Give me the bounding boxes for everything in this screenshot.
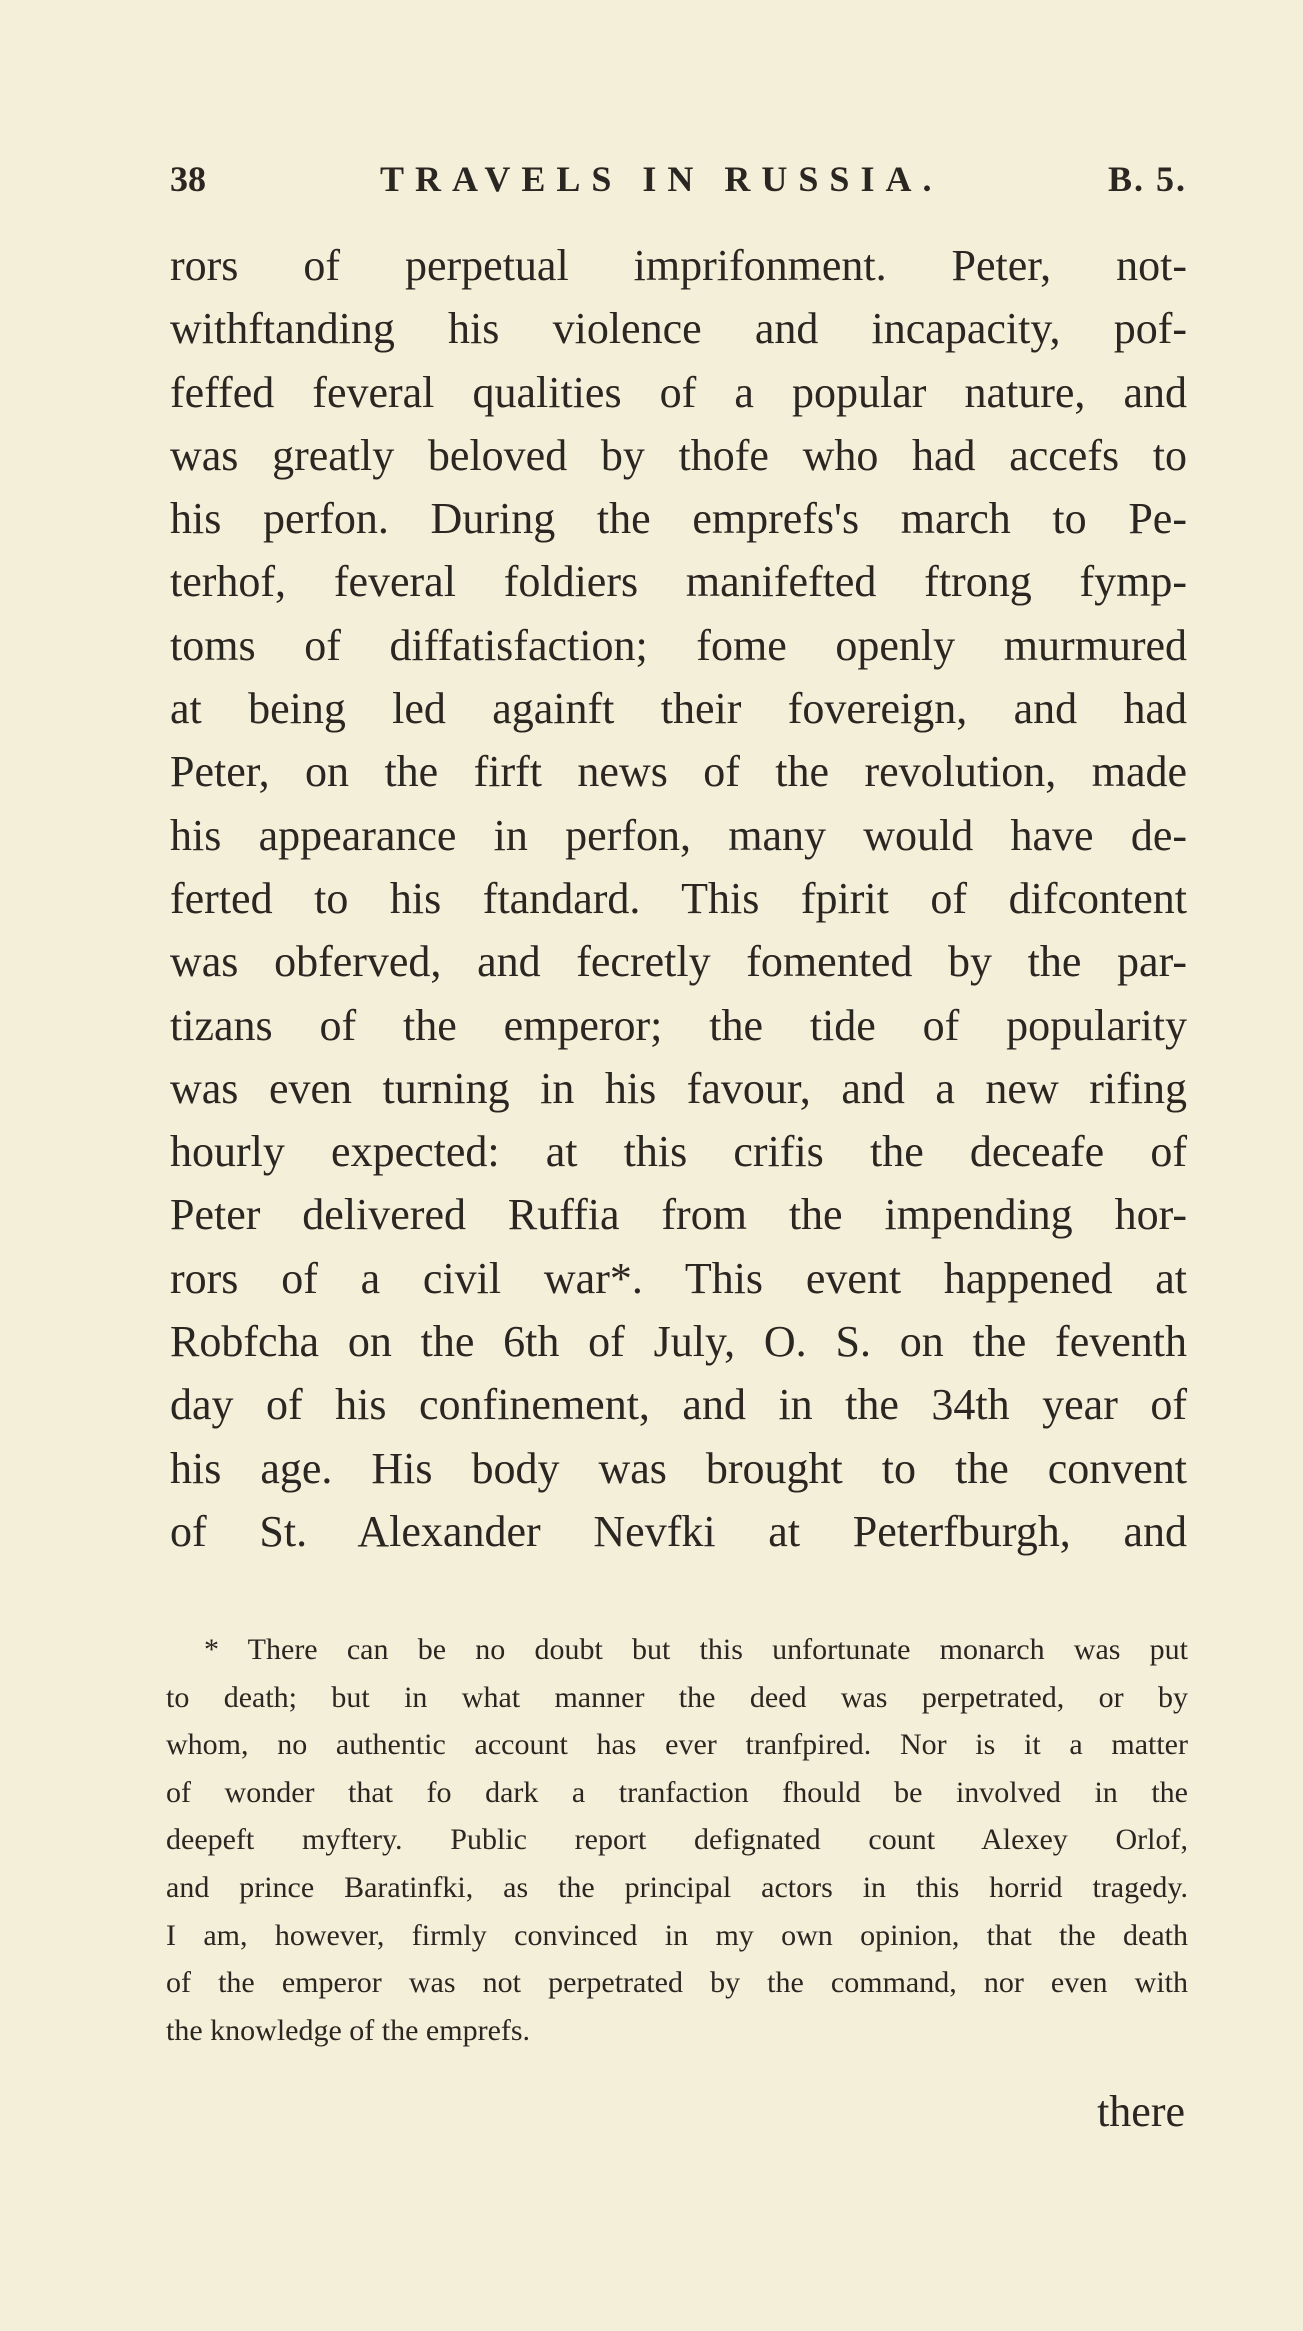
- footnote-line: whom, no authentic account has ever tranfpired. Nor is it a matter: [166, 1728, 1188, 1762]
- body-line: terhof, feveral foldiers manifefted ftrong fymp-: [170, 557, 1187, 607]
- body-line: tizans of the emperor; the tide of popularity: [170, 1000, 1187, 1050]
- body-line: his age. His body was brought to the convent: [170, 1443, 1187, 1493]
- footnote-line: the knowledge of the emprefs.: [166, 2013, 531, 2047]
- footnote-line: I am, however, firmly convinced in my own opinion, that the death: [166, 1918, 1188, 1952]
- body-line: was obferved, and fecretly fomented by the par-: [170, 937, 1187, 987]
- footnote: [166, 1626, 1188, 2054]
- body-line: his perfon. During the emprefs's march to Pe-: [170, 494, 1187, 544]
- body-line: rors of perpetual imprifonment. Peter, not-: [170, 241, 1187, 290]
- body-line: ferted to his ftandard. This fpirit of difcontent: [170, 873, 1187, 923]
- catchword: there: [1097, 2087, 1185, 2136]
- body-line: his appearance in perfon, many would have de-: [170, 810, 1187, 860]
- body-line: withftanding his violence and incapacity, pof-: [170, 304, 1187, 354]
- footnote-line: of the emperor was not perpetrated by the command, nor even with: [166, 1966, 1188, 2000]
- body-line: Robfcha on the 6th of July, O. S. on the feventh: [170, 1317, 1187, 1367]
- footnote-line: of wonder that fo dark a tranfaction fhould be involved in the: [166, 1775, 1188, 1809]
- body-line: was greatly beloved by thofe who had accefs to: [170, 430, 1187, 480]
- body-text: [170, 234, 1187, 1563]
- body-line: of St. Alexander Nevfki at Peterfburgh, and: [170, 1506, 1187, 1556]
- body-line: at being led againft their fovereign, and had: [170, 684, 1187, 734]
- running-header: [170, 158, 1187, 208]
- footnote-line: deepeft myftery. Public report defignated count Alexey Orlof,: [166, 1823, 1188, 1857]
- book-reference: B. 5.: [1107, 159, 1187, 199]
- page-number: 38: [170, 159, 206, 199]
- body-line: feffed feveral qualities of a popular nature, and: [170, 367, 1187, 417]
- running-title: TRAVELS IN RUSSIA.: [380, 159, 943, 199]
- body-line: Peter, on the firft news of the revolution, made: [170, 747, 1187, 797]
- body-line: toms of diffatisfaction; fome openly murmured: [170, 620, 1187, 670]
- body-line: Peter delivered Ruffia from the impending hor-: [170, 1190, 1187, 1240]
- footnote-line: to death; but in what manner the deed was perpetrated, or by: [166, 1680, 1188, 1714]
- footnote-line: * There can be no doubt but this unfortunate monarch was put: [204, 1633, 1188, 1666]
- footnote-line: and prince Baratinfki, as the principal actors in this horrid tragedy.: [166, 1870, 1188, 1904]
- body-line: rors of a civil war*. This event happened at: [170, 1253, 1187, 1303]
- body-line: hourly expected: at this crifis the deceafe of: [170, 1127, 1187, 1177]
- body-line: was even turning in his favour, and a new rifing: [170, 1063, 1187, 1113]
- body-line: day of his confinement, and in the 34th year of: [170, 1380, 1187, 1430]
